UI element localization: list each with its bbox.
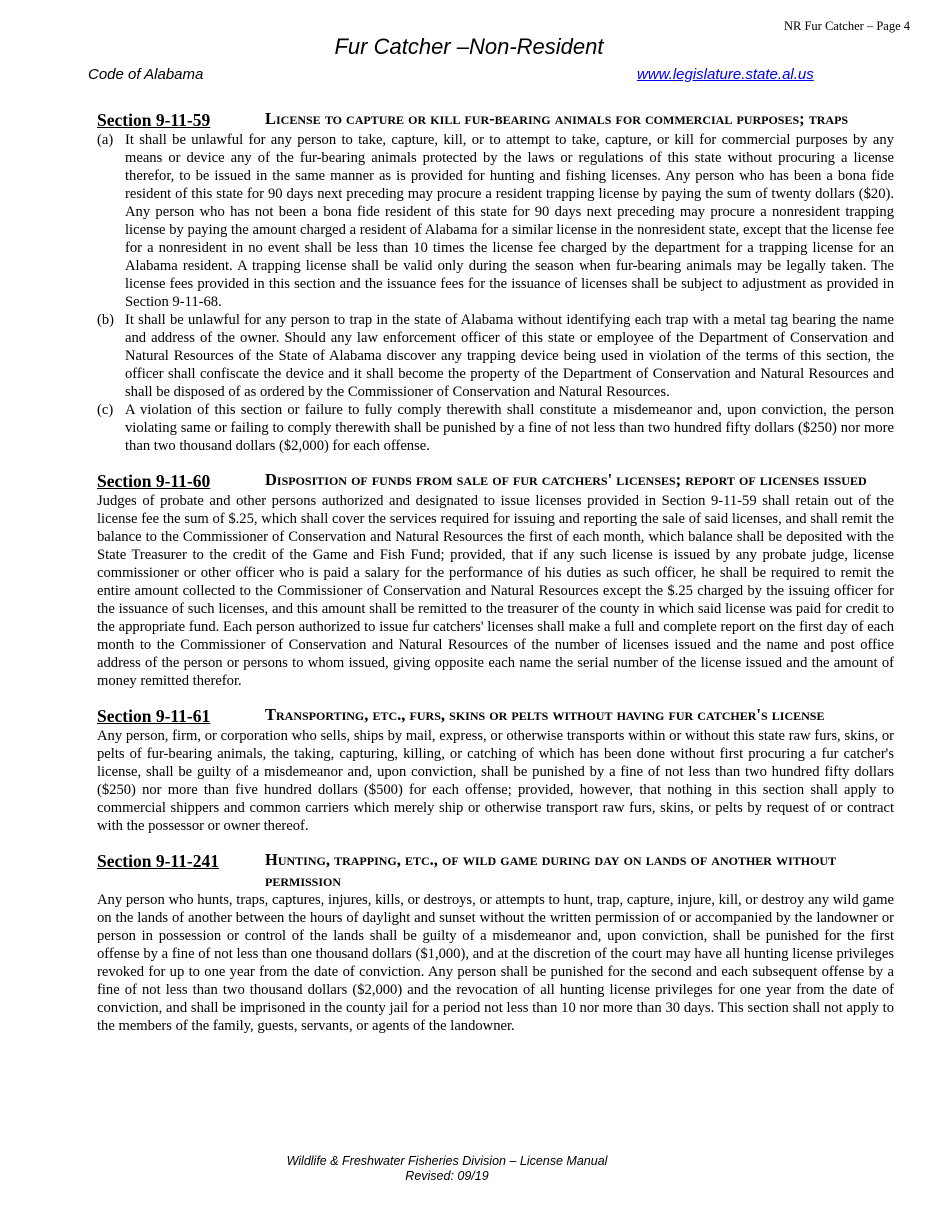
section-9-11-61 bbox=[97, 704, 894, 835]
subsection bbox=[97, 401, 894, 455]
page-number: NR Fur Catcher – Page 4 bbox=[783, 19, 910, 33]
subsection-label: (c) bbox=[97, 402, 114, 418]
section-number: Section 9-11-59 bbox=[97, 110, 211, 130]
section-title: License to capture or kill fur-bearing animals for commercial purposes; traps bbox=[265, 109, 849, 128]
footer-revised-date: Revised: 09/19 bbox=[405, 1169, 489, 1183]
subsection bbox=[97, 131, 894, 311]
section-body: Any person, firm, or corporation who sells, ships by mail, express, or otherwise transports within or without this state raw furs, skins, or pelts of fur-bearing animals, the taking, capturing, killing, or catching of which has been done without first procuring a fur catcher's license, shall be guilty of a misdemeanor and, upon conviction, shall be punished by a fine of not less than two hundred fifty dollars ($250) nor more than five hundred dollars ($500) for each offense; provided, however, that nothing in this section shall apply to commercial shippers and common carriers which merely ship or otherwise transport raw furs, skins, or pelts by request of or contract with the possessor or owner thereof. bbox=[97, 728, 894, 834]
section-number: Section 9-11-61 bbox=[97, 706, 211, 726]
section-title: Transporting, etc., furs, skins or pelts without having fur catcher's license bbox=[265, 705, 825, 724]
section-body: Any person who hunts, traps, captures, injures, kills, or destroys, or attempts to hunt, trap, capture, injure, kill, or destroy any wild game on the lands of another between the hours of daylight and sunset without the written permission of or accompanied by the landowner or person in possession or control of the lands shall be guilty of a misdemeanor and, upon conviction, shall be punished for the first offense by a fine of not less than one thousand dollars ($1,000), and at the discretion of the court may have all hunting license privileges revoked for up to one year from the date of conviction. Any person shall be punished for the second and each subsequent offense by a fine of not less than two thousand dollars ($2,000) and the revocation of all hunting license privileges for one year from the date of conviction, and shall be imprisoned in the county jail for a period not less than 10 nor more than 30 days. This section shall not apply to the members of the family, guests, servants, or agents of the landowner. bbox=[97, 892, 894, 1034]
subsection-label: (a) bbox=[97, 132, 114, 148]
document-body bbox=[97, 108, 894, 1049]
page-footer bbox=[0, 1154, 894, 1184]
section-number: Section 9-11-241 bbox=[97, 851, 220, 871]
section-number: Section 9-11-60 bbox=[97, 471, 211, 491]
legislature-website-link[interactable]: www.legislature.state.al.us bbox=[637, 66, 814, 83]
subsection-text: It shall be unlawful for any person to trap in the state of Alabama without identifying each trap with a metal tag bearing the name and address of the owner. Should any law enforcement officer of this state or employee of the Department of Conservation and Natural Resources of the State of Alabama discover any trapping device being used in violation of the terms of this section, the officer shall confiscate the device and it shall become the property of the Department of Conservation and Natural Resources and shall be disposed of as ordered by the Commissioner of Conservation and Natural Resources. bbox=[125, 312, 894, 400]
subsection-text: A violation of this section or failure to fully comply therewith shall constitute a misdemeanor and, upon conviction, the person violating same or failing to comply therewith shall be punished by a fine of not less than two hundred fifty dollars ($250) nor more than two thousand dollars ($2,000) for each offense. bbox=[125, 402, 894, 454]
section-9-11-60 bbox=[97, 469, 894, 690]
section-title: Hunting, trapping, etc., of wild game during day on lands of another without permission bbox=[265, 850, 837, 890]
subsection bbox=[97, 311, 894, 401]
section-9-11-59 bbox=[97, 108, 894, 455]
subsection-label: (b) bbox=[97, 312, 115, 328]
section-title: Disposition of funds from sale of fur catchers' licenses; report of licenses issued bbox=[265, 470, 867, 489]
code-label: Code of Alabama bbox=[88, 66, 204, 83]
document-title: Fur Catcher –Non-Resident bbox=[334, 34, 604, 59]
section-body: Judges of probate and other persons authorized and designated to issue licenses provided in Section 9-11-59 shall retain out of the license fee the sum of $.25, which shall cover the services required for issuing and reporting the sale of said licenses, and shall remit the balance to the Commissioner of Conservation and Natural Resources the first of each month, which balance shall be deposited with the State Treasurer to the credit of the Game and Fish Fund; provided, that if any such license is issued by any probate judge, license commissioner or other officer who is paid a salary for the performance of his duties as such officer, he shall be required to remit the entire amount collected to the Commissioner of Conservation and Natural Resources except the $.25 charged by the issuing officer for the issuance of such licenses, and this amount shall be remitted to the treasurer of the county in which said license was paid for credit to the appropriate fund. Each person authorized to issue fur catchers' licenses shall make a full and complete report on the first day of each month to the Commissioner of Conservation and Natural Resources of the number of licenses issued and the name and post office address of the person or persons to whom issued, giving opposite each name the serial number of the license issued and the amount of money remitted therefor. bbox=[97, 493, 894, 689]
section-9-11-241 bbox=[97, 849, 894, 1035]
footer-manual-title: Wildlife & Freshwater Fisheries Division – License Manual bbox=[286, 1154, 608, 1168]
subsection-text: It shall be unlawful for any person to take, capture, kill, or to attempt to take, capture, or kill for commercial purposes by any means or device any of the fur-bearing animals protected by the laws or regulations of this state without procuring a license therefor, to be issued in the same manner as is provided for hunting and fishing licenses. Any person who has been a bona fide resident of this state for 90 days next preceding may procure a resident trapping license by paying the sum of twenty dollars ($20). Any person who has not been a bona fide resident of this state for 90 days next preceding may procure a nonresident trapping license by paying the amount charged a resident of Alabama for a similar license in the nonresident state, except that the license fee for a nonresident in no event shall be less than 10 times the license fee charged by the department for a trapping license for an Alabama resident. A trapping license shall be valid only during the season when fur-bearing animals may be legally taken. The license fees provided in this section and the issuance fees for the issuance of licenses shall be subject to adjustment as provided in Section 9-11-68. bbox=[125, 132, 894, 310]
